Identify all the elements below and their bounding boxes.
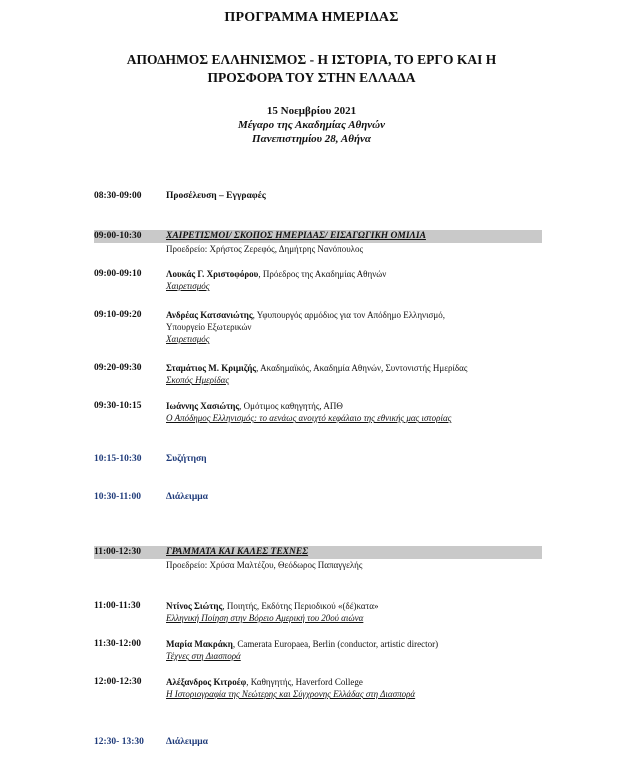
slot-label: Συζήτηση: [166, 454, 207, 464]
slot-label: Διάλειμμα: [166, 492, 208, 502]
talk-content: [166, 600, 544, 624]
speaker-name: Ντίνος Σιώτης: [166, 601, 223, 611]
slot-time: 08:30-09:00: [94, 191, 142, 201]
talk-content: [166, 676, 544, 700]
slot-label: Προσέλευση – Εγγραφές: [166, 191, 266, 201]
session-1-chairs: Προεδρείο: Χρήστος Ζερεφός, Δημήτρης Νανόπουλος: [166, 244, 364, 254]
talk-topic: Τέχνες στη Διασπορά: [166, 651, 241, 661]
slot-label: Διάλειμμα: [166, 737, 208, 747]
speaker-role: , Ομότιμος καθηγητής, ΑΠΘ: [239, 401, 343, 411]
speaker-name: Μαρία Μακράκη: [166, 639, 233, 649]
event-subtitle: [60, 51, 563, 87]
speaker-role-line-2: Υπουργείο Εξωτερικών: [166, 322, 252, 332]
slot-time: 10:30-11:00: [94, 492, 141, 502]
talk-topic: Ο Απόδημος Ελληνισμός: το αενάως ανοιχτό κεφάλαιο της εθνικής μας ιστορίας: [166, 413, 452, 423]
talk-topic: Χαιρετισμός: [166, 281, 210, 291]
slot-time: 09:10-09:20: [94, 310, 142, 320]
session-title: ΧΑΙΡΕΤΙΣΜΟΙ/ ΣΚΟΠΟΣ ΗΜΕΡΙΔΑΣ/ ΕΙΣΑΓΩΓΙΚΗ ΟΜΙΛΙΑ: [166, 231, 426, 241]
talk-content: [166, 309, 544, 345]
subtitle-line-1: ΑΠΟΔΗΜΟΣ ΕΛΛΗΝΙΣΜΟΣ - Η ΙΣΤΟΡΙΑ, ΤΟ ΕΡΓΟ ΚΑΙ Η: [126, 52, 497, 67]
session-2-chairs: Προεδρείο: Χρύσα Μαλτέζου, Θεόδωρος Παπαγγελής: [166, 560, 363, 570]
talk-topic: Σκοπός Ημερίδας: [166, 375, 230, 385]
slot-time: 09:30-10:15: [94, 401, 142, 411]
event-venue: Μέγαρο της Ακαδημίας Αθηνών: [237, 119, 386, 131]
slot-time: 12:30- 13:30: [94, 737, 144, 747]
speaker-name: Ιωάννης Χασιώτης: [166, 401, 240, 411]
speaker-role: , Ακαδημαϊκός, Ακαδημία Αθηνών, Συντονιστής Ημερίδας: [256, 363, 468, 373]
talk-content: [166, 268, 544, 292]
speaker-role: , Υφυπουργός αρμόδιος για τον Απόδημο Ελληνισμό,: [252, 310, 445, 320]
speaker-role: , Camerata Europaea, Berlin (conductor, artistic director): [232, 639, 439, 649]
slot-time: 09:00-09:10: [94, 269, 142, 279]
session-1-header: [94, 230, 542, 243]
talk-content: [166, 362, 544, 386]
speaker-name: Ανδρέας Κατσανιώτης: [166, 310, 253, 320]
subtitle-line-2: ΠΡΟΣΦΟΡΑ ΤΟΥ ΣΤΗΝ ΕΛΛΑΔΑ: [207, 70, 416, 85]
session-time: 09:00-10:30: [94, 231, 142, 241]
session-time: 11:00-12:30: [94, 547, 141, 557]
slot-time: 11:00-11:30: [94, 601, 141, 611]
speaker-role: , Καθηγητής, Haverford College: [246, 677, 363, 687]
event-date: 15 Νοεμβρίου 2021: [266, 105, 357, 117]
page-title: ΠΡΟΓΡΑΜΜΑ ΗΜΕΡΙΔΑΣ: [224, 10, 399, 25]
talk-content: [166, 400, 544, 424]
speaker-name: Αλέξανδρος Κιτροέφ: [166, 677, 247, 687]
session-2-header: [94, 546, 542, 559]
talk-topic: Χαιρετισμός: [166, 334, 210, 344]
speaker-name: Σταμάτιος Μ. Κριμιζής: [166, 363, 257, 373]
slot-time: 09:20-09:30: [94, 363, 142, 373]
speaker-role: , Πρόεδρος της Ακαδημίας Αθηνών: [258, 269, 387, 279]
slot-time: 11:30-12:00: [94, 639, 141, 649]
slot-time: 10:15-10:30: [94, 454, 142, 464]
talk-topic: Η Ιστοριογραφία της Νεώτερης και Σύγχρονης Ελλάδας στη Διασπορά: [166, 689, 416, 699]
slot-time: 12:00-12:30: [94, 677, 142, 687]
event-address: Πανεπιστημίου 28, Αθήνα: [252, 133, 371, 145]
speaker-name: Λουκάς Γ. Χριστοφόρου: [166, 269, 259, 279]
talk-topic: Ελληνική Ποίηση στην Βόρειο Αμερική του 20ού αιώνα: [166, 613, 364, 623]
speaker-role: , Ποιητής, Εκδότης Περιοδικού «(δέ)κατα»: [222, 601, 379, 611]
talk-content: [166, 638, 544, 662]
event-info: [0, 104, 623, 146]
session-title: ΓΡΑΜΜΑΤΑ ΚΑΙ ΚΑΛΕΣ ΤΕΧΝΕΣ: [166, 547, 309, 557]
